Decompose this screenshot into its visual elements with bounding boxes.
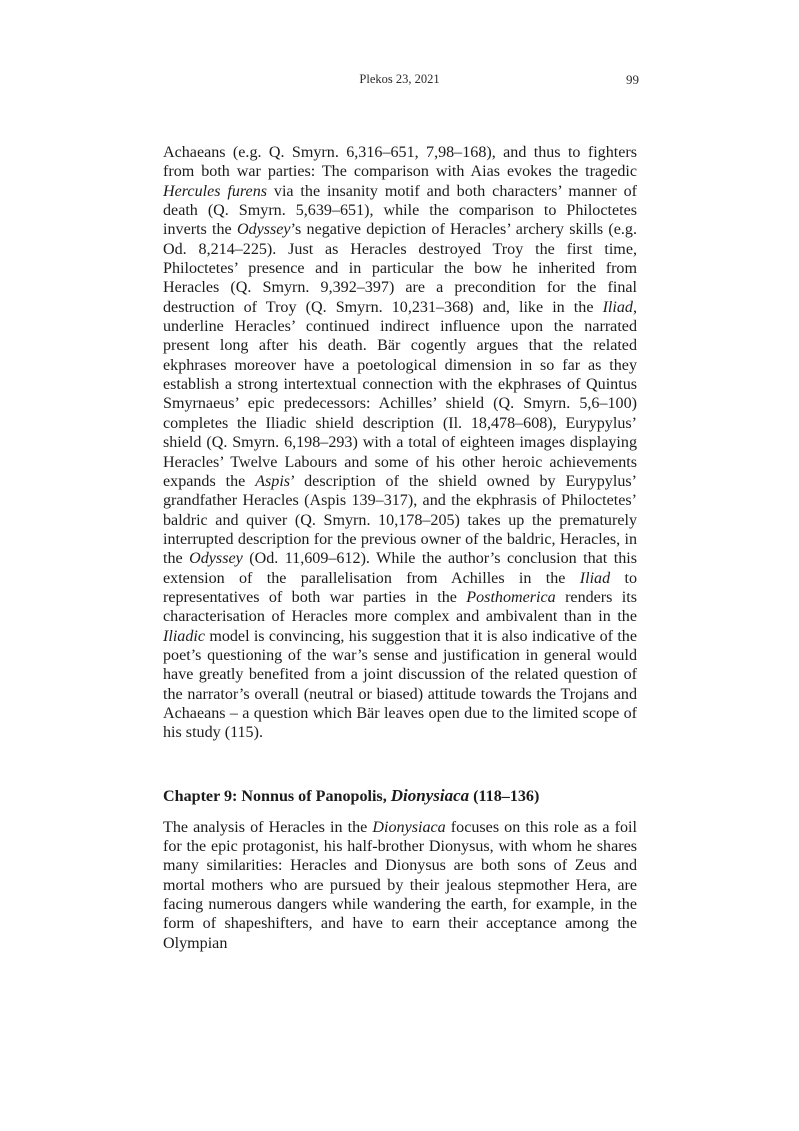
- italic-term: Odyssey: [236, 221, 291, 239]
- italic-term: Hercules furens: [163, 182, 268, 200]
- italic-term: Posthomerica: [466, 588, 556, 606]
- italic-term: Aspis: [255, 472, 291, 490]
- page-number: 99: [626, 72, 639, 87]
- italic-term: Dionysiaca: [372, 818, 446, 836]
- paragraph-1: Achaeans (e.g. Q. Smyrn. 6,316–651, 7,98–168), and thus to fighters from both war parties: The comparison with Aias evokes the tragedic Hercules furens via the insanity motif and both characters’ manner of death (Q. Smyrn. 5,639–651), while the comparison to Philoctetes inverts the Odyssey’s negative depiction of Heracles’ archery skills (e.g. Od. 8,214–225). Just as Heracles destroyed Troy the first time, Philoctetes’ presence and in particular the bow he inherited from Heracles (Q. Smyrn. 9,392–397) are a precondition for the final destruction of Troy (Q. Smyrn. 10,231–368) and, like in the Iliad, underline Heracles’ continued indirect influence upon the narrated present long after his death. Bär cogently argues that the related ekphrases moreover have a poetological dimension in so far as they establish a strong intertextual connection with the ekphrases of Quintus Smyrnaeus’ epic predecessors: Achilles’ shield (Q. Smyrn. 5,6–100) completes the Iliadic shield description (Il. 18,478–608), Eurypylus’ shield (Q. Smyrn. 6,198–293) with a total of eighteen images displaying Heracles’ Twelve Labours and some of his other heroic achievements expands the Aspis’ description of the shield owned by Eurypylus’ grandfather Heracles (Aspis 139–317), and the ekphrasis of Philoctetes’ baldric and quiver (Q. Smyrn. 10,178–205) takes up the prematurely interrupted description for the previous owner of the baldric, Heracles, in the Odyssey (Od. 11,609–612). While the author’s conclusion that this extension of the parallelisation from Achilles in the Iliad to representatives of both war parties in the Posthomerica renders its characterisation of Heracles more complex and ambivalent than in the Iliadic model is convincing, his suggestion that it is also indicative of the poet’s questioning of the war’s sense and justification in general would have greatly benefited from a joint discussion of the related question of the narrator’s overall (neutral or biased) attitude towards the Trojans and Achaeans – a question which Bär leaves open due to the limited scope of his study (115).: [163, 144, 638, 742]
- italic-term: Iliadic: [163, 627, 206, 645]
- italic-term: Iliad: [579, 569, 611, 587]
- heading-prefix: Chapter 9: Nonnus of Panopolis,: [163, 787, 391, 805]
- running-head: [0, 72, 799, 92]
- italic-term: Odyssey: [189, 550, 243, 568]
- italic-term: Iliad: [602, 298, 633, 316]
- heading-title-italic: Dionysiaca: [390, 785, 470, 805]
- page-body: [163, 143, 637, 953]
- heading-suffix: (118–136): [469, 787, 540, 805]
- paragraph-2: The analysis of Heracles in the Dionysiaca focuses on this role as a foil for the epic protagonist, his half-brother Dionysus, with whom he shares many similarities: Heracles and Dionysus are both sons of Zeus and mortal mothers who are pursued by their jealous stepmother Hera, are facing numerous dangers while wandering the earth, for example, in the form of shapeshifters, and have to earn their acceptance among the Olympian: [163, 818, 637, 952]
- journal-citation: Plekos 23, 2021: [359, 72, 440, 86]
- section-heading: [163, 786, 637, 807]
